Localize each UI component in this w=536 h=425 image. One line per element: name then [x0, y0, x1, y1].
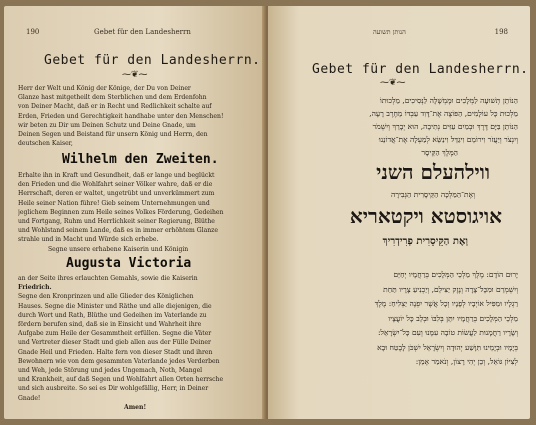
text-line: fördern berufen sind, daß sie in Einsicht und Wahrheit ihre	[18, 321, 202, 329]
ornament-divider: ⁓❦⁓	[122, 70, 148, 80]
paragraph-2	[18, 171, 254, 254]
hebrew-line: וְשָׂרָיו רַחֲמָנוּת לַעֲשׂוֹת טוֹבָה עִמָּנוּ וְעִם כָּל־יִשְׂרָאֵל:	[378, 328, 518, 337]
hebrew-line: וְיִנְצֹר וְיַעֲזֹר וִירוֹמֵם וִיגַדֵּל וִינַשֵּׂא לְמַעְלָה אֶת־אֲדוֹנֵנוּ	[378, 135, 518, 144]
hebrew-block-1	[280, 94, 518, 159]
text-line: Friedrich.	[18, 284, 52, 292]
hebrew-line: רַגְלָיו וּמַפִּיל אוֹיְבָיו לְפָנָיו וְכָל אֲשֶׁר יִפְנֶה יַצְלִיחַ: מֶלֶךְ	[374, 299, 518, 308]
empress-name: Augusta Victoria	[66, 256, 192, 271]
hebrew-emperor-name: ווילהעלם השני	[376, 160, 490, 184]
text-line: Herr der Welt und König der Könige, der Du von Deiner	[18, 85, 191, 92]
text-line: und Wohlstand seinem Lande, daß es in immer erhöhtem Glanze	[18, 227, 218, 235]
text-line: und Vertreter dieser Stadt und gieb allen aus der Fülle Deiner	[18, 339, 211, 347]
left-running-title: Gebet für den Landesherrn	[94, 28, 191, 36]
text-line: Glanze hast mitgetheilt dem Sterblichen und dem Erdenfohn	[18, 94, 207, 102]
text-line: an der Seite ihres erlauchten Gemahls, sowie die Kaiserin	[18, 275, 198, 282]
text-line: und sich ausbreite. So sei es Dir wohlgefällig, Herr, in Deiner	[18, 385, 209, 393]
right-page-number: 198	[494, 28, 508, 36]
text-line: strahle und in Macht und Würde sich erhebe.	[18, 236, 159, 244]
amen-text: Amen!	[124, 404, 147, 411]
text-line: wir beten zu Dir um Deinen Schutz und Deine Gnade, um	[18, 121, 196, 129]
hebrew-line: הַמֶּלֶךְ הַקֵּיסָר	[421, 148, 458, 157]
hebrew-line: הַנּוֹתֵן בַּיָּם דֶּרֶךְ וּבְמַיִם עַזִּים נְתִיבָה, הוּא יְבָרֵךְ וְיִשְׁמֹר	[372, 122, 518, 131]
hebrew-line: יָרוּם הוֹדָם: מֶלֶךְ מַלְכֵי הַמְּלָכִים בְּרַחֲמָיו יְחַיֵּם	[393, 270, 518, 279]
emperor-name: Wilhelm den Zweiten.	[62, 152, 219, 167]
text-line: und Krankheit, auf daß Segen und Wohlfahrt allen Orten herrsche	[18, 376, 224, 384]
hebrew-line: מַלְכֵי הַמְּלָכִים בְּרַחֲמָיו יִתֵּן בְּלִבּוֹ וּבְלֵב כָּל יוֹעֲצָיו	[388, 313, 518, 323]
paragraph-1	[18, 84, 254, 148]
right-heading: Gebet für den Landesherrn.	[312, 62, 529, 77]
text-line: Erhalte ihn in Kraft und Gesundheit, daß er lange und beglückt	[18, 172, 215, 179]
text-line: und Fortgang, Ruhm und Herrlichkeit seiner Regierung, Blüthe	[18, 218, 215, 226]
hebrew-line: הַנּוֹתֵן תְּשׁוּעָה לַמְּלָכִים וּמֶמְשָׁלָה לַנְּסִיכִים, מַלְכוּתוֹ	[379, 96, 518, 105]
text-line: Segne den Kronprinzen und alle Glieder des Königlichen	[18, 293, 194, 301]
text-line: Gnade Heil und Frieden. Halte fern von dieser Stadt und ihren	[18, 348, 213, 356]
hebrew-block-2	[280, 268, 518, 370]
paragraph-3	[18, 274, 254, 403]
text-line: Herrschaft, deren er waltet, ungetrübt und unverkümmert zum	[18, 190, 215, 198]
text-line: durch Wort und Rath, Blüthe und Gedeihen im Vaterlande zu	[18, 311, 207, 319]
ornament-divider: ⁓❦⁓	[380, 78, 406, 88]
text-line: Deinen Segen und Beistand für unsern König und Herrn, den	[18, 131, 208, 139]
hebrew-mid-line-2: וְאֶת הַקֵּיסָרִית פְרִידְרִיךְ	[382, 236, 468, 247]
text-line: Heile seiner Nation führe! Gieb seinem Unternehmungen und	[18, 199, 210, 207]
text-line: von Deiner Macht, daß er in Recht und Redlichkeit schalte auf	[18, 103, 212, 111]
text-line: den Frieden und die Wohlfahrt seiner Völker wahre, daß er die	[18, 181, 213, 189]
hebrew-mid-line-1: וְאֶת־הַמַּלְכָּה הַקֵּיסָרִית הַגְּבִירָה	[390, 190, 475, 199]
text-line: Erden, Frieden und Gerechtigkeit handhabe unter den Menschen!	[18, 112, 224, 120]
left-page-number: 190	[26, 28, 40, 36]
text-line: und Weh, jede Störung und jedes Ungemach, Noth, Mangel	[18, 367, 203, 375]
text-line: deutschen Kaiser,	[18, 140, 73, 148]
hebrew-line: מַלְכוּת כָּל עוֹלָמִים, הַפּוֹצֶה אֶת־דָּוִד עַבְדּוֹ מֵחֶרֶב רָעָה,	[369, 109, 518, 118]
right-running-title: הנותן תשועה	[373, 28, 406, 36]
text-line: Gnade!	[18, 394, 41, 402]
hebrew-line: לְצִיּוֹן גּוֹאֵל, וְכֵן יְהִי רָצוֹן, וְנֹאמַר אָמֵן:	[415, 357, 518, 366]
text-line: Aufgabe zum Heile der Gesammtheit erfüllen. Segne die Väter	[18, 330, 212, 338]
hebrew-empress-name: אויגוסטא ויקטאריא	[349, 204, 502, 228]
right-page	[268, 6, 530, 419]
left-heading: Gebet für den Landesherrn.	[44, 53, 261, 68]
text-line: Hauses. Segne die Minister und Räthe und alle diejenigen, die	[18, 302, 212, 310]
hebrew-line: וְיִשְׁמְרֵם וּמִכָּל־צָרָה וְנֶזֶק יַצִּילֵם, וְיַכְנִיעַ צָרָיו תַּחַת	[383, 284, 518, 294]
hebrew-line: בְּיָמָיו וּבְיָמֵינוּ תִּוָּשַׁע יְהוּדָה וְיִשְׂרָאֵל יִשְׁכֹּן לָבֶטַח וּבָא	[377, 342, 518, 352]
left-page	[4, 6, 266, 419]
text-line: Bewohnern wie von dem gesammten Vaterlande jedes Verderben	[18, 357, 220, 365]
text-line: Segne unsere erhabene Kaiserin und Königin	[48, 245, 189, 253]
text-line: jeglichem Beginnen zum Heile seines Volkes Förderung, Gedeihen	[18, 208, 224, 216]
